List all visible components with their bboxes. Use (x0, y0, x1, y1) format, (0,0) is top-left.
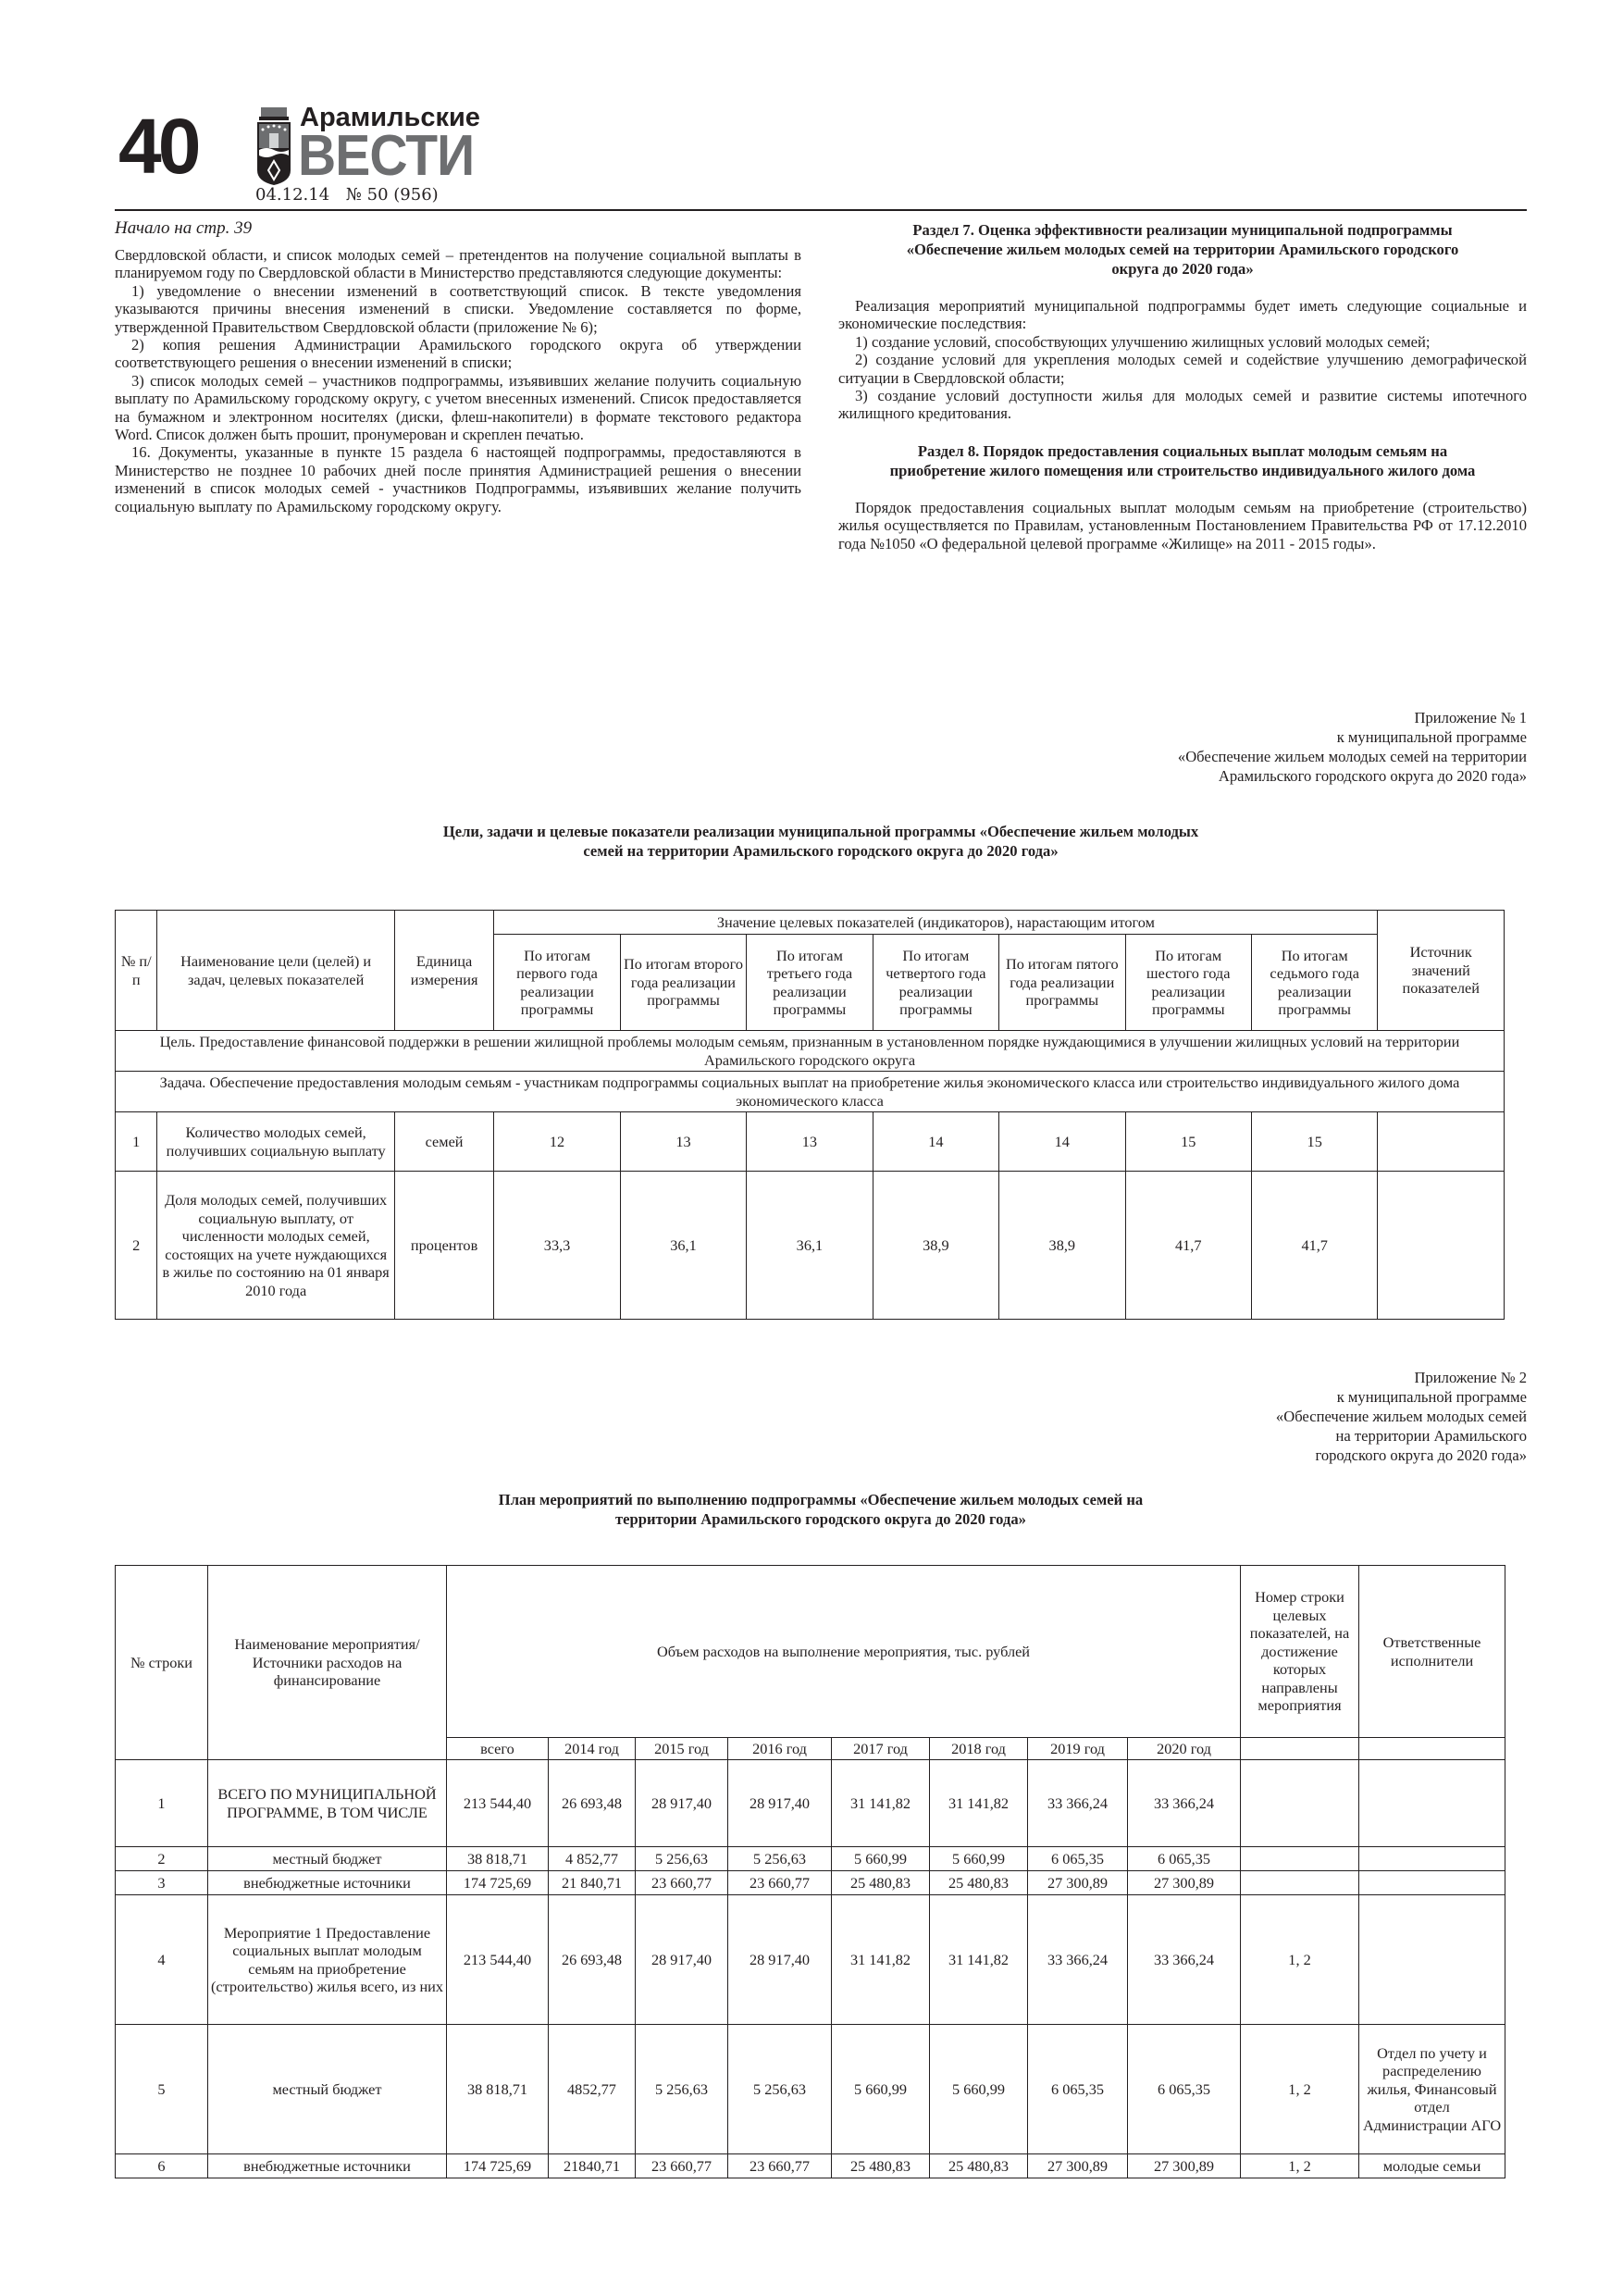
cell-value: 5 660,99 (832, 2025, 930, 2154)
cell-value: 28 917,40 (636, 1760, 728, 1847)
table-row (116, 1847, 1505, 1871)
header-year-5: По итогам пятого года реализации программы (999, 935, 1125, 1031)
cell-source (1378, 1172, 1505, 1320)
cell-value: 33 366,24 (1128, 1760, 1241, 1847)
header-group: Объем расходов на выполнение мероприятия, тыс. рублей (447, 1566, 1241, 1738)
task-row: Задача. Обеспечение предоставления молодым семьям - участникам подпрограммы социальных выплат на приобретение жилья экономического класса или строительство индивидуального жилого дома экономического класса (116, 1072, 1505, 1112)
header-responsible: Ответственные исполнители (1359, 1566, 1505, 1738)
goal-row: Цель. Предоставление финансовой поддержки в решении жилищной проблемы молодым семьям, признанным в установленном порядке нуждающимися в улучшении жилищных условий на территории Арамильского городского округа (116, 1031, 1505, 1072)
cell-responsible (1359, 1847, 1505, 1871)
cell-value: 38,9 (873, 1172, 998, 1320)
cell-value: 26 693,48 (549, 1760, 636, 1847)
right-column (838, 220, 1527, 552)
paragraph: 1) создание условий, способствующих улучшению жилищных условий молодых семей; (855, 332, 1431, 351)
cell-value: 6 065,35 (1028, 1847, 1128, 1871)
cell-value: 25 480,83 (930, 1871, 1028, 1895)
cell-value: 23 660,77 (636, 2154, 728, 2178)
cell-target-rows (1241, 1760, 1359, 1847)
header-total: всего (447, 1738, 549, 1760)
cell-name: местный бюджет (208, 2025, 447, 2154)
cell-value: 28 917,40 (728, 1895, 832, 2025)
coat-of-arms-icon (255, 105, 292, 187)
cell-value: 5 660,99 (930, 1847, 1028, 1871)
cell-value: 25 480,83 (832, 1871, 930, 1895)
appendix-line: к муниципальной программе (1336, 1388, 1527, 1406)
cell-value: 31 141,82 (930, 1760, 1028, 1847)
cell-num: 6 (116, 2154, 208, 2178)
section-8-heading: Раздел 8. Порядок предоставления социальных выплат молодым семьям на приобретение жилого помещения или строительство индивидуального жилого дома (889, 441, 1476, 479)
appendix-1-caption (1178, 708, 1527, 786)
cell-num: 3 (116, 1871, 208, 1895)
paragraph: 3) список молодых семей – участников подпрограммы, изъявивших желание получить социальную выплату по Арамильскому городскому округу, с учетом внесенных изменений. Список предоставляется на бумажном и электронном носителях (диски, флеш-накопители) в формате текстового редактора Word. Список должен быть прошит, пронумерован и скреплен печатью. (115, 371, 801, 444)
header-year: 2015 год (636, 1738, 728, 1760)
cell-value: 25 480,83 (832, 2154, 930, 2178)
cell-value: 33,3 (494, 1172, 620, 1320)
appendix-line: Арамильского городского округа до 2020 года» (1218, 767, 1527, 785)
cell-value: 6 065,35 (1028, 2025, 1128, 2154)
left-column (115, 246, 801, 515)
cell-value: 213 544,40 (447, 1760, 549, 1847)
header-year: 2019 год (1028, 1738, 1128, 1760)
cell-value: 28 917,40 (636, 1895, 728, 2025)
cell-value: 38,9 (999, 1172, 1125, 1320)
header-year-4: По итогам четвертого года реализации программы (873, 935, 998, 1031)
header-year: 2020 год (1128, 1738, 1241, 1760)
paragraph: 16. Документы, указанные в пункте 15 раздела 6 настоящей подпрограммы, предоставляются в Министерство не позднее 10 рабочих дней после принятия Администрацией решения о внесении изменений в список молодых семей - участников Подпрограммы, изъявивших желание получить социальную выплату по Арамильскому городскому округу. (115, 443, 801, 515)
paragraph: 2) создание условий для укрепления молодых семей и содействие улучшению демографической ситуации в Свердловской области; (838, 351, 1527, 387)
paragraph: Свердловской области, и список молодых семей – претендентов на получение социальной выплаты в планируемом году по Свердловской области в Министерство представляются следующие документы: (115, 246, 801, 282)
cell-value: 36,1 (747, 1172, 873, 1320)
appendix-line: «Обеспечение жильем молодых семей (1275, 1408, 1527, 1425)
cell-value: 26 693,48 (549, 1895, 636, 2025)
header-year-3: По итогам третьего года реализации программы (747, 935, 873, 1031)
cell-value: 41,7 (1125, 1172, 1251, 1320)
cell-value: 31 141,82 (832, 1895, 930, 2025)
cell-target-rows (1241, 1871, 1359, 1895)
cell-name: Мероприятие 1 Предоставление социальных выплат молодым семьям на приобретение (строительство) жилья всего, из них (208, 1895, 447, 2025)
cell-value: 13 (620, 1112, 746, 1172)
header-year-1: По итогам первого года реализации программы (494, 935, 620, 1031)
cell-num: 1 (116, 1760, 208, 1847)
cell-value: 174 725,69 (447, 2154, 549, 2178)
header-empty (1241, 1738, 1359, 1760)
cell-responsible: Отдел по учету и распределению жилья, Финансовый отдел Администрации АГО (1359, 2025, 1505, 2154)
header-name: Наименование цели (целей) и задач, целевых показателей (157, 911, 394, 1031)
header-year: 2017 год (832, 1738, 930, 1760)
cell-target-rows: 1, 2 (1241, 1895, 1359, 2025)
cell-num: 5 (116, 2025, 208, 2154)
cell-value: 27 300,89 (1128, 2154, 1241, 2178)
cell-value: 5 256,63 (728, 2025, 832, 2154)
appendix-2-caption (1276, 1368, 1527, 1465)
masthead (115, 100, 1527, 211)
cell-value: 33 366,24 (1128, 1895, 1241, 2025)
cell-responsible: молодые семьи (1359, 2154, 1505, 2178)
cell-value: 21 840,71 (549, 1871, 636, 1895)
cell-value: 15 (1125, 1112, 1251, 1172)
title-line: семей на территории Арамильского городского округа до 2020 года» (583, 842, 1059, 860)
title-line: Цели, задачи и целевые показатели реализации муниципальной программы «Обеспечение жильем молодых (442, 823, 1199, 840)
issue-info (255, 185, 450, 205)
cell-value: 38 818,71 (447, 2025, 549, 2154)
cell-value: 4852,77 (549, 2025, 636, 2154)
paragraph: Порядок предоставления социальных выплат молодым семьям на приобретение (строительство) жилья осуществляется по Правилам, установленным Постановлением Правительства РФ от 17.12.2010 года №1050 «О федеральной целевой программе «Жилище» на 2011 - 2015 годы». (838, 498, 1527, 552)
header-num: № п/п (116, 911, 157, 1031)
cell-value: 25 480,83 (930, 2154, 1028, 2178)
paragraph: Реализация мероприятий муниципальной подпрограммы будет иметь следующие социальные и экономические последствия: (838, 297, 1527, 333)
cell-value: 28 917,40 (728, 1760, 832, 1847)
cell-name: местный бюджет (208, 1847, 447, 1871)
cell-value: 5 256,63 (728, 1847, 832, 1871)
cell-value: 213 544,40 (447, 1895, 549, 2025)
brand-name-big: ВЕСТИ (298, 124, 475, 188)
table-row (116, 1895, 1505, 2025)
cell-value: 27 300,89 (1128, 1871, 1241, 1895)
table-row (116, 1172, 1505, 1320)
cell-value: 21840,71 (549, 2154, 636, 2178)
title-line: территории Арамильского городского округа до 2020 года» (615, 1510, 1026, 1528)
cell-value: 5 660,99 (930, 2025, 1028, 2154)
cell-responsible (1359, 1871, 1505, 1895)
appendix-line: на территории Арамильского (1335, 1427, 1527, 1445)
paragraph: 3) создание условий доступности жилья для молодых семей и развитие системы ипотечного жилищного кредитования. (838, 387, 1527, 423)
cell-num: 2 (116, 1847, 208, 1871)
appendix-line: к муниципальной программе (1336, 728, 1527, 746)
cell-value: 5 256,63 (636, 1847, 728, 1871)
header-group: Значение целевых показателей (индикаторов), нарастающим итогом (494, 911, 1378, 935)
cell-value: 23 660,77 (728, 1871, 832, 1895)
cell-value: 27 300,89 (1028, 2154, 1128, 2178)
header-name: Наименование мероприятия/ Источники расходов на финансирование (208, 1566, 447, 1760)
cell-value: 13 (747, 1112, 873, 1172)
header-year-6: По итогам шестого года реализации программы (1125, 935, 1251, 1031)
cell-value: 6 065,35 (1128, 1847, 1241, 1871)
cell-value: 5 256,63 (636, 2025, 728, 2154)
cell-value: 31 141,82 (930, 1895, 1028, 2025)
cell-value: 41,7 (1251, 1172, 1377, 1320)
header-year: 2016 год (728, 1738, 832, 1760)
cell-name: Количество молодых семей, получивших социальную выплату (157, 1112, 394, 1172)
cell-value: 15 (1251, 1112, 1377, 1172)
cell-value: 31 141,82 (832, 1760, 930, 1847)
cell-value: 27 300,89 (1028, 1871, 1128, 1895)
table-row (116, 2025, 1505, 2154)
cell-value: 23 660,77 (636, 1871, 728, 1895)
header-empty (1359, 1738, 1505, 1760)
header-num: № строки (116, 1566, 208, 1760)
target-indicators-table (115, 910, 1505, 1320)
table-row (116, 1760, 1505, 1847)
cell-value: 23 660,77 (728, 2154, 832, 2178)
brand-name-small: Арамильские (300, 103, 480, 132)
cell-responsible (1359, 1895, 1505, 2025)
continued-from-note: Начало на стр. 39 (115, 218, 253, 238)
header-target-rows: Номер строки целевых показателей, на достижение которых направлены мероприятия (1241, 1566, 1359, 1738)
cell-target-rows (1241, 1847, 1359, 1871)
masthead-divider (115, 209, 1527, 211)
appendix-line: Приложение № 1 (1414, 709, 1527, 726)
table-row (116, 2154, 1505, 2178)
cell-responsible (1359, 1760, 1505, 1847)
appendix-line: городского округа до 2020 года» (1315, 1446, 1527, 1464)
header-year: 2018 год (930, 1738, 1028, 1760)
cell-value: 4 852,77 (549, 1847, 636, 1871)
cell-name: внебюджетные источники (208, 1871, 447, 1895)
title-line: План мероприятий по выполнению подпрограммы «Обеспечение жильем молодых семей на (498, 1491, 1144, 1508)
section-7-heading: Раздел 7. Оценка эффективности реализации муниципальной подпрограммы «Обеспечение жильем молодых семей на территории Арамильского городского округа до 2020 года» (906, 221, 1459, 278)
cell-target-rows: 1, 2 (1241, 2154, 1359, 2178)
cell-value: 14 (873, 1112, 998, 1172)
table-row (116, 1871, 1505, 1895)
cell-value: 38 818,71 (447, 1847, 549, 1871)
cell-source (1378, 1112, 1505, 1172)
cell-value: 12 (494, 1112, 620, 1172)
cell-value: 14 (999, 1112, 1125, 1172)
cell-value: 174 725,69 (447, 1871, 549, 1895)
header-source: Источник значений показателей (1378, 911, 1505, 1031)
cell-value: 33 366,24 (1028, 1760, 1128, 1847)
issue-date: 04.12.14 (255, 185, 330, 205)
appendix-line: «Обеспечение жильем молодых семей на территории (1177, 748, 1527, 765)
paragraph: 2) копия решения Администрации Арамильского городского округа об утверждении соответствующего решения о внесении изменений в списки; (115, 336, 801, 372)
cell-num: 4 (116, 1895, 208, 2025)
paragraph: 1) уведомление о внесении изменений в соответствующий список. В тексте уведомления указываются причины внесения изменений в списки. Уведомление составляется по форме, утвержденной Правительством Свердловской области (приложение № 6); (115, 281, 801, 336)
table-row (116, 1112, 1505, 1172)
header-year: 2014 год (549, 1738, 636, 1760)
cell-value: 33 366,24 (1028, 1895, 1128, 2025)
appendix-line: Приложение № 2 (1414, 1369, 1527, 1386)
cell-unit: семей (394, 1112, 494, 1172)
cell-value: 6 065,35 (1128, 2025, 1241, 2154)
cell-value: 5 660,99 (832, 1847, 930, 1871)
cell-name: внебюджетные источники (208, 2154, 447, 2178)
cell-unit: процентов (394, 1172, 494, 1320)
cell-name: ВСЕГО ПО МУНИЦИПАЛЬНОЙ ПРОГРАММЕ, В ТОМ ЧИСЛЕ (208, 1760, 447, 1847)
cell-num: 2 (116, 1172, 157, 1320)
header-unit: Единица измерения (394, 911, 494, 1031)
page-number: 40 (118, 103, 198, 190)
table-2-title (115, 1490, 1527, 1529)
cell-num: 1 (116, 1112, 157, 1172)
issue-number: № 50 (956) (345, 185, 439, 205)
cell-name: Доля молодых семей, получивших социальную выплату, от численности молодых семей, состоящих на учете нуждающихся в жилье по состоянию на 01 января 2010 года (157, 1172, 394, 1320)
header-year-2: По итогам второго года реализации программы (620, 935, 746, 1031)
header-year-7: По итогам седьмого года реализации программы (1251, 935, 1377, 1031)
cell-value: 36,1 (620, 1172, 746, 1320)
cell-target-rows: 1, 2 (1241, 2025, 1359, 2154)
action-plan-table (115, 1565, 1505, 2178)
table-1-title (115, 822, 1527, 861)
